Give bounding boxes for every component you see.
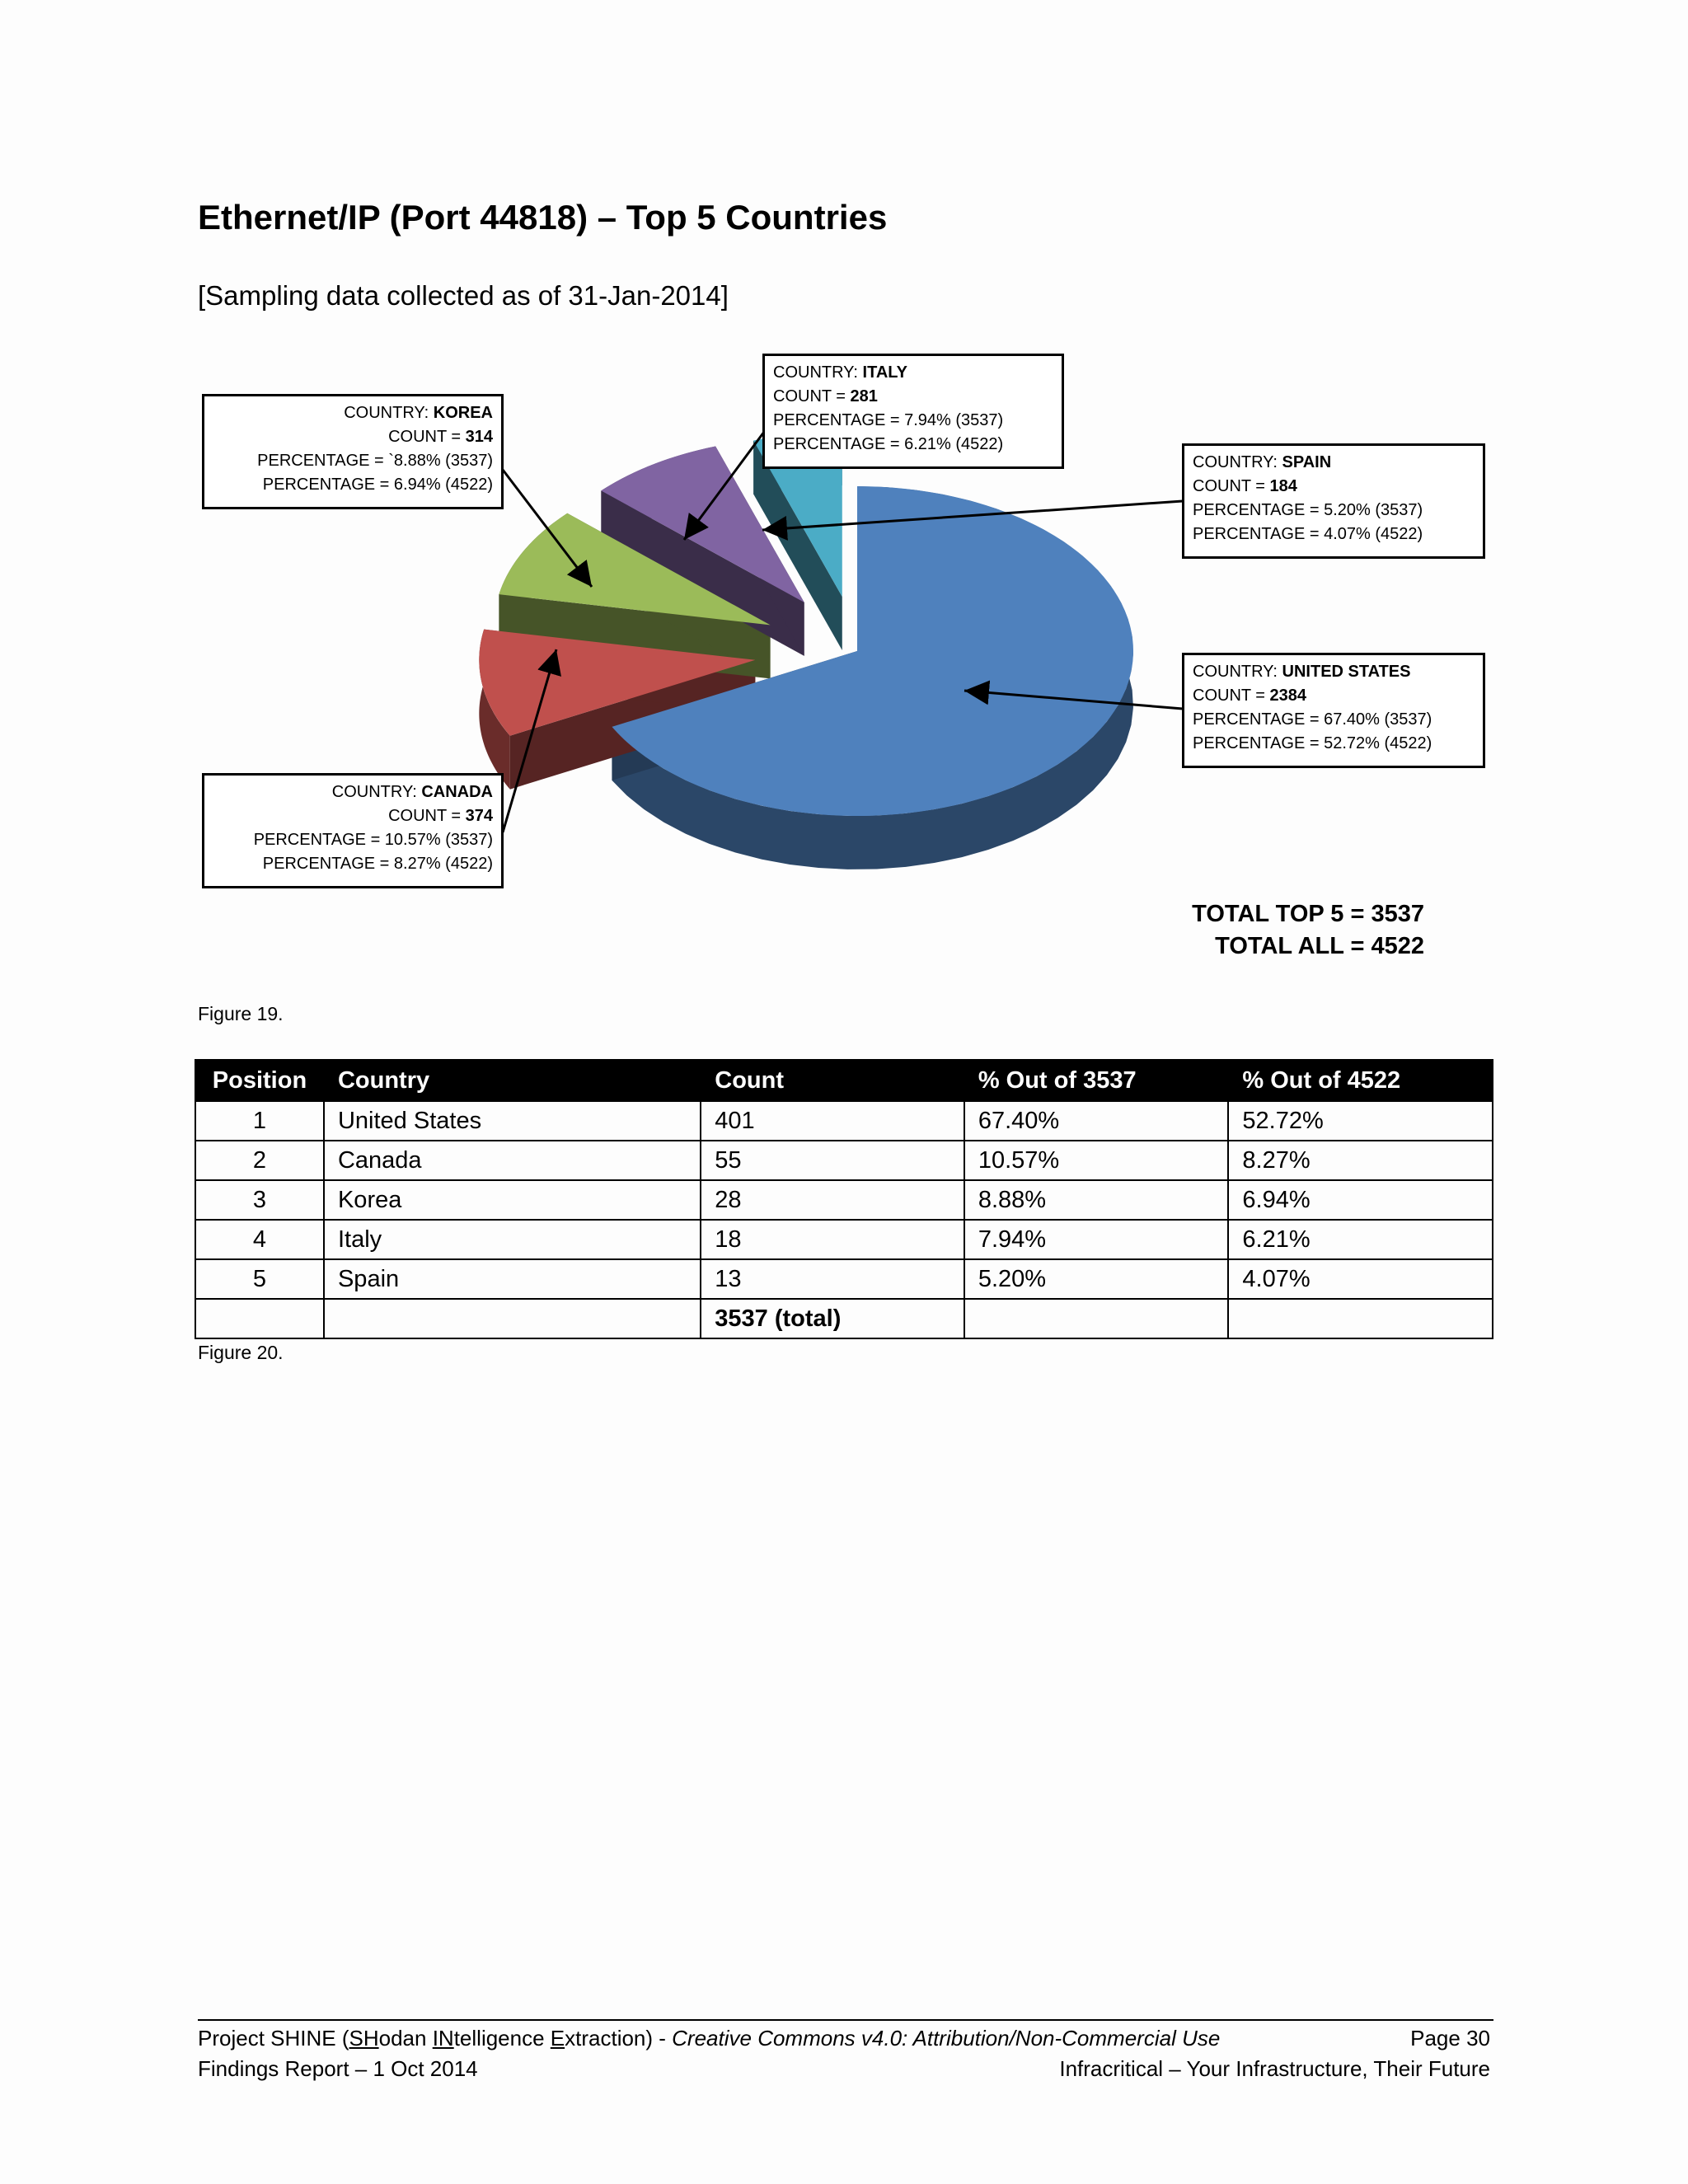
table-header-row [195, 1060, 1493, 1101]
callout-korea-count: 314 [465, 428, 493, 446]
figure-19-caption: Figure 19. [198, 1003, 284, 1024]
callout-canada-count: 374 [465, 807, 493, 825]
cell-country: Italy [324, 1220, 701, 1259]
callout-spain-country: SPAIN [1282, 453, 1332, 471]
cell-total-count: 3537 (total) [701, 1299, 964, 1338]
callout-canada-country: CANADA [421, 783, 493, 801]
cell-pct-3537: 7.94% [964, 1220, 1229, 1259]
callout-spain: COUNTRY: SPAIN COUNT = 184 PERCENTAGE = 5.20% (3537) PERCENTAGE = 4.07% (4522) [1182, 443, 1485, 559]
cell-pct-3537: 10.57% [964, 1141, 1229, 1180]
cell-position: 5 [195, 1259, 324, 1299]
callout-italy-country: ITALY [862, 363, 907, 382]
cell-pct-3537: 5.20% [964, 1259, 1229, 1299]
callout-united-states: COUNTRY: UNITED STATES COUNT = 2384 PERCENTAGE = 67.40% (3537) PERCENTAGE = 52.72% (4522) [1182, 653, 1485, 768]
table-row [195, 1180, 1493, 1220]
callout-us-count: 2384 [1269, 687, 1307, 705]
sampling-note: [Sampling data collected as of 31-Jan-2014] [198, 280, 729, 311]
callout-korea-country: KOREA [433, 404, 493, 422]
callout-us-country: UNITED STATES [1282, 663, 1411, 681]
callout-korea: COUNTRY: KOREA COUNT = 314 PERCENTAGE = `8.88% (3537) PERCENTAGE = 6.94% (4522) [202, 394, 504, 509]
table-row [195, 1259, 1493, 1299]
cell-country: Canada [324, 1141, 701, 1180]
cell-position: 3 [195, 1180, 324, 1220]
col-count: Count [701, 1060, 964, 1101]
figure-20-caption: Figure 20. [198, 1342, 284, 1363]
callout-italy: COUNTRY: ITALY COUNT = 281 PERCENTAGE = 7.94% (3537) PERCENTAGE = 6.21% (4522) [762, 354, 1064, 469]
cell-position [195, 1299, 324, 1338]
cell-count: 18 [701, 1220, 964, 1259]
cell-pct-3537: 67.40% [964, 1101, 1229, 1141]
col-country: Country [324, 1060, 701, 1101]
footer-divider [198, 2019, 1493, 2021]
cell-country: Spain [324, 1259, 701, 1299]
page-title: Ethernet/IP (Port 44818) – Top 5 Countries [198, 198, 888, 237]
cell-count: 13 [701, 1259, 964, 1299]
cell-pct-4522: 52.72% [1228, 1101, 1493, 1141]
cell-pct-4522: 8.27% [1228, 1141, 1493, 1180]
cell-position: 1 [195, 1101, 324, 1141]
table-total-row [195, 1299, 1493, 1338]
cell-count: 28 [701, 1180, 964, 1220]
cell-pct-4522: 6.94% [1228, 1180, 1493, 1220]
total-top5: TOTAL TOP 5 = 3537 [1192, 901, 1424, 927]
cell-country [324, 1299, 701, 1338]
cell-pct-4522: 4.07% [1228, 1259, 1493, 1299]
col-position: Position [195, 1060, 324, 1101]
table-row [195, 1220, 1493, 1259]
cell-pct-3537: 8.88% [964, 1180, 1229, 1220]
cell-pct-4522: 6.21% [1228, 1220, 1493, 1259]
table-row [195, 1141, 1493, 1180]
col-pct-3537: % Out of 3537 [964, 1060, 1229, 1101]
country-table [195, 1059, 1493, 1339]
footer-tagline: Infracritical – Your Infrastructure, Their Future [1059, 2056, 1490, 2081]
total-all: TOTAL ALL = 4522 [1215, 933, 1424, 959]
cell-position: 4 [195, 1220, 324, 1259]
callout-italy-count: 281 [850, 387, 878, 405]
cell-position: 2 [195, 1141, 324, 1180]
cell-count: 401 [701, 1101, 964, 1141]
cell-pct-4522 [1228, 1299, 1493, 1338]
cell-count: 55 [701, 1141, 964, 1180]
footer-report-date: Findings Report – 1 Oct 2014 [198, 2056, 478, 2081]
cell-country: United States [324, 1101, 701, 1141]
callout-canada: COUNTRY: CANADA COUNT = 374 PERCENTAGE = 10.57% (3537) PERCENTAGE = 8.27% (4522) [202, 773, 504, 888]
footer-project-line: Project SHINE (SHodan INtelligence Extraction) - Creative Commons v4.0: Attribution/Non-Commercial Use [198, 2026, 1221, 2050]
table-row [195, 1101, 1493, 1141]
col-pct-4522: % Out of 4522 [1228, 1060, 1493, 1101]
footer-page-number: Page 30 [1410, 2026, 1490, 2050]
cell-country: Korea [324, 1180, 701, 1220]
chart-totals [1113, 898, 1424, 963]
callout-spain-count: 184 [1269, 477, 1297, 495]
cell-pct-3537 [964, 1299, 1229, 1338]
